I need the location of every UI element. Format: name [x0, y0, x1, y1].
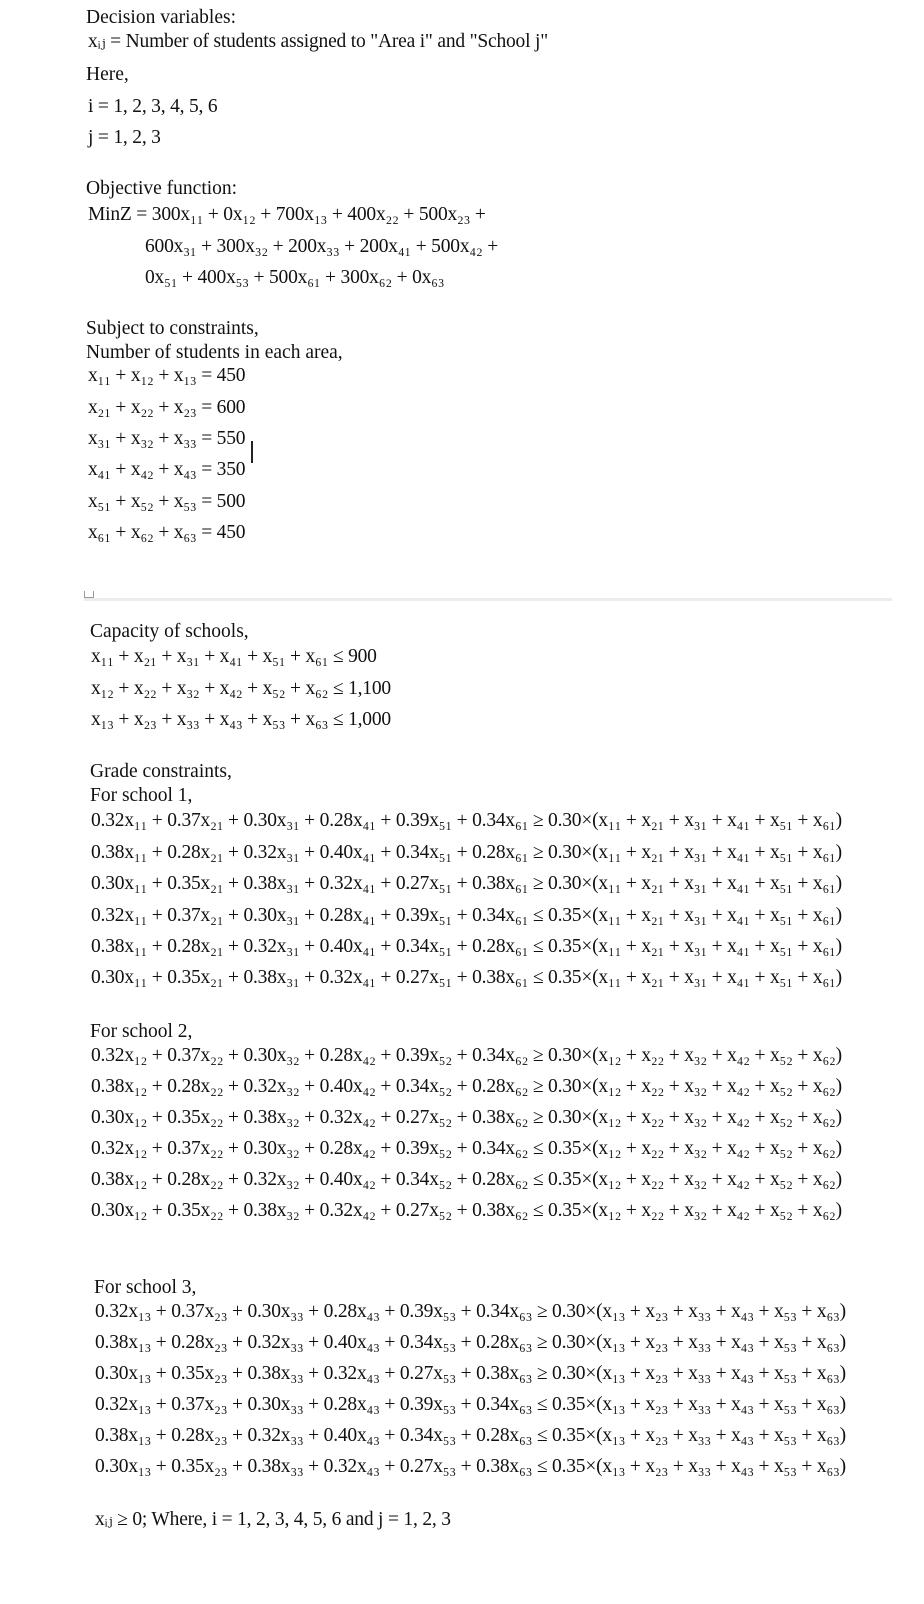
grade-constraint: 0.38x₁₃ + 0.28x₂₃ + 0.32x₃₃ + 0.40x₄₃ + 0.34x₅₃ + 0.28x₆₃ ≤ 0.35×(x₁₃ + x₂₃ + x₃₃ + x₄₃ + x₅₃ + x₆₃)	[95, 1425, 846, 1446]
page-divider	[84, 598, 892, 601]
text-cursor	[251, 441, 253, 463]
table-move-handle[interactable]	[84, 591, 94, 598]
school3-heading: For school 3,	[94, 1277, 197, 1298]
constraints-heading: Subject to constraints,	[86, 318, 259, 339]
capacity-constraint: x₁₂ + x₂₂ + x₃₂ + x₄₂ + x₅₂ + x₆₂ ≤ 1,100	[91, 678, 391, 699]
grade-constraint: 0.30x₁₂ + 0.35x₂₂ + 0.38x₃₂ + 0.32x₄₂ + 0.27x₅₂ + 0.38x₆₂ ≤ 0.35×(x₁₂ + x₂₂ + x₃₂ + x₄₂ + x₅₂ + x₆₂)	[91, 1200, 842, 1221]
grade-constraint: 0.38x₁₁ + 0.28x₂₁ + 0.32x₃₁ + 0.40x₄₁ + 0.34x₅₁ + 0.28x₆₁ ≥ 0.30×(x₁₁ + x₂₁ + x₃₁ + x₄₁ + x₅₁ + x₆₁)	[91, 842, 842, 863]
objective-line-3: 0x₅₁ + 400x₅₃ + 500x₆₁ + 300x₆₂ + 0x₆₃	[145, 267, 445, 288]
school2-heading: For school 2,	[90, 1021, 193, 1042]
grade-constraint: 0.38x₁₂ + 0.28x₂₂ + 0.32x₃₂ + 0.40x₄₂ + 0.34x₅₂ + 0.28x₆₂ ≥ 0.30×(x₁₂ + x₂₂ + x₃₂ + x₄₂ + x₅₂ + x₆₂)	[91, 1076, 842, 1097]
grade-constraint: 0.38x₁₂ + 0.28x₂₂ + 0.32x₃₂ + 0.40x₄₂ + 0.34x₅₂ + 0.28x₆₂ ≤ 0.35×(x₁₂ + x₂₂ + x₃₂ + x₄₂ + x₅₂ + x₆₂)	[91, 1169, 842, 1190]
grade-constraint: 0.30x₁₃ + 0.35x₂₃ + 0.38x₃₃ + 0.32x₄₃ + 0.27x₅₃ + 0.38x₆₃ ≤ 0.35×(x₁₃ + x₂₃ + x₃₃ + x₄₃ + x₅₃ + x₆₃)	[95, 1456, 846, 1477]
area-constraint: x₂₁ + x₂₂ + x₂₃ = 600	[88, 397, 246, 418]
grade-constraint: 0.30x₁₁ + 0.35x₂₁ + 0.38x₃₁ + 0.32x₄₁ + 0.27x₅₁ + 0.38x₆₁ ≤ 0.35×(x₁₁ + x₂₁ + x₃₁ + x₄₁ + x₅₁ + x₆₁)	[91, 967, 842, 988]
objective-heading: Objective function:	[86, 178, 238, 199]
capacity-constraint: x₁₁ + x₂₁ + x₃₁ + x₄₁ + x₅₁ + x₆₁ ≤ 900	[91, 646, 377, 667]
grade-heading: Grade constraints,	[90, 761, 232, 782]
decision-heading: Decision variables:	[86, 7, 236, 28]
grade-constraint: 0.32x₁₂ + 0.37x₂₂ + 0.30x₃₂ + 0.28x₄₂ + 0.39x₅₂ + 0.34x₆₂ ≥ 0.30×(x₁₂ + x₂₂ + x₃₂ + x₄₂ + x₅₂ + x₆₂)	[91, 1045, 842, 1066]
grade-constraint: 0.38x₁₃ + 0.28x₂₃ + 0.32x₃₃ + 0.40x₄₃ + 0.34x₅₃ + 0.28x₆₃ ≥ 0.30×(x₁₃ + x₂₃ + x₃₃ + x₄₃ + x₅₃ + x₆₃)	[95, 1332, 846, 1353]
decision-definition: xᵢⱼ = Number of students assigned to "Area i" and "School j"	[88, 31, 548, 52]
area-constraint: x₅₁ + x₅₂ + x₅₃ = 500	[88, 491, 246, 512]
j-range: j = 1, 2, 3	[88, 127, 161, 148]
area-constraint: x₁₁ + x₁₂ + x₁₃ = 450	[88, 365, 246, 386]
area-constraint: x₃₁ + x₃₂ + x₃₃ = 550	[88, 428, 246, 449]
grade-constraint: 0.32x₁₁ + 0.37x₂₁ + 0.30x₃₁ + 0.28x₄₁ + 0.39x₅₁ + 0.34x₆₁ ≤ 0.35×(x₁₁ + x₂₁ + x₃₁ + x₄₁ + x₅₁ + x₆₁)	[91, 905, 842, 926]
grade-constraint: 0.30x₁₂ + 0.35x₂₂ + 0.38x₃₂ + 0.32x₄₂ + 0.27x₅₂ + 0.38x₆₂ ≥ 0.30×(x₁₂ + x₂₂ + x₃₂ + x₄₂ + x₅₂ + x₆₂)	[91, 1107, 842, 1128]
here-label: Here,	[86, 64, 129, 85]
grade-constraint: 0.32x₁₃ + 0.37x₂₃ + 0.30x₃₃ + 0.28x₄₃ + 0.39x₅₃ + 0.34x₆₃ ≤ 0.35×(x₁₃ + x₂₃ + x₃₃ + x₄₃ + x₅₃ + x₆₃)	[95, 1394, 846, 1415]
i-range: i = 1, 2, 3, 4, 5, 6	[88, 96, 218, 117]
grade-constraint: 0.32x₁₂ + 0.37x₂₂ + 0.30x₃₂ + 0.28x₄₂ + 0.39x₅₂ + 0.34x₆₂ ≤ 0.35×(x₁₂ + x₂₂ + x₃₂ + x₄₂ + x₅₂ + x₆₂)	[91, 1138, 842, 1159]
capacity-constraint: x₁₃ + x₂₃ + x₃₃ + x₄₃ + x₅₃ + x₆₃ ≤ 1,000	[91, 709, 391, 730]
grade-constraint: 0.32x₁₃ + 0.37x₂₃ + 0.30x₃₃ + 0.28x₄₃ + 0.39x₅₃ + 0.34x₆₃ ≥ 0.30×(x₁₃ + x₂₃ + x₃₃ + x₄₃ + x₅₃ + x₆₃)	[95, 1301, 846, 1322]
grade-constraint: 0.38x₁₁ + 0.28x₂₁ + 0.32x₃₁ + 0.40x₄₁ + 0.34x₅₁ + 0.28x₆₁ ≤ 0.35×(x₁₁ + x₂₁ + x₃₁ + x₄₁ + x₅₁ + x₆₁)	[91, 936, 842, 957]
area-constraints-heading: Number of students in each area,	[86, 342, 343, 363]
objective-line-2: 600x₃₁ + 300x₃₂ + 200x₃₃ + 200x₄₁ + 500x₄₂ +	[145, 236, 499, 257]
school1-heading: For school 1,	[90, 785, 193, 806]
capacity-heading: Capacity of schools,	[90, 621, 249, 642]
objective-line-1: MinZ = 300x₁₁ + 0x₁₂ + 700x₁₃ + 400x₂₂ + 500x₂₃ +	[88, 204, 486, 225]
area-constraint: x₄₁ + x₄₂ + x₄₃ = 350	[88, 459, 246, 480]
grade-constraint: 0.30x₁₁ + 0.35x₂₁ + 0.38x₃₁ + 0.32x₄₁ + 0.27x₅₁ + 0.38x₆₁ ≥ 0.30×(x₁₁ + x₂₁ + x₃₁ + x₄₁ + x₅₁ + x₆₁)	[91, 873, 842, 894]
grade-constraint: 0.30x₁₃ + 0.35x₂₃ + 0.38x₃₃ + 0.32x₄₃ + 0.27x₅₃ + 0.38x₆₃ ≥ 0.30×(x₁₃ + x₂₃ + x₃₃ + x₄₃ + x₅₃ + x₆₃)	[95, 1363, 846, 1384]
non-negativity-constraint: xᵢⱼ ≥ 0; Where, i = 1, 2, 3, 4, 5, 6 and j = 1, 2, 3	[95, 1509, 451, 1530]
grade-constraint: 0.32x₁₁ + 0.37x₂₁ + 0.30x₃₁ + 0.28x₄₁ + 0.39x₅₁ + 0.34x₆₁ ≥ 0.30×(x₁₁ + x₂₁ + x₃₁ + x₄₁ + x₅₁ + x₆₁)	[91, 810, 842, 831]
area-constraint: x₆₁ + x₆₂ + x₆₃ = 450	[88, 522, 246, 543]
